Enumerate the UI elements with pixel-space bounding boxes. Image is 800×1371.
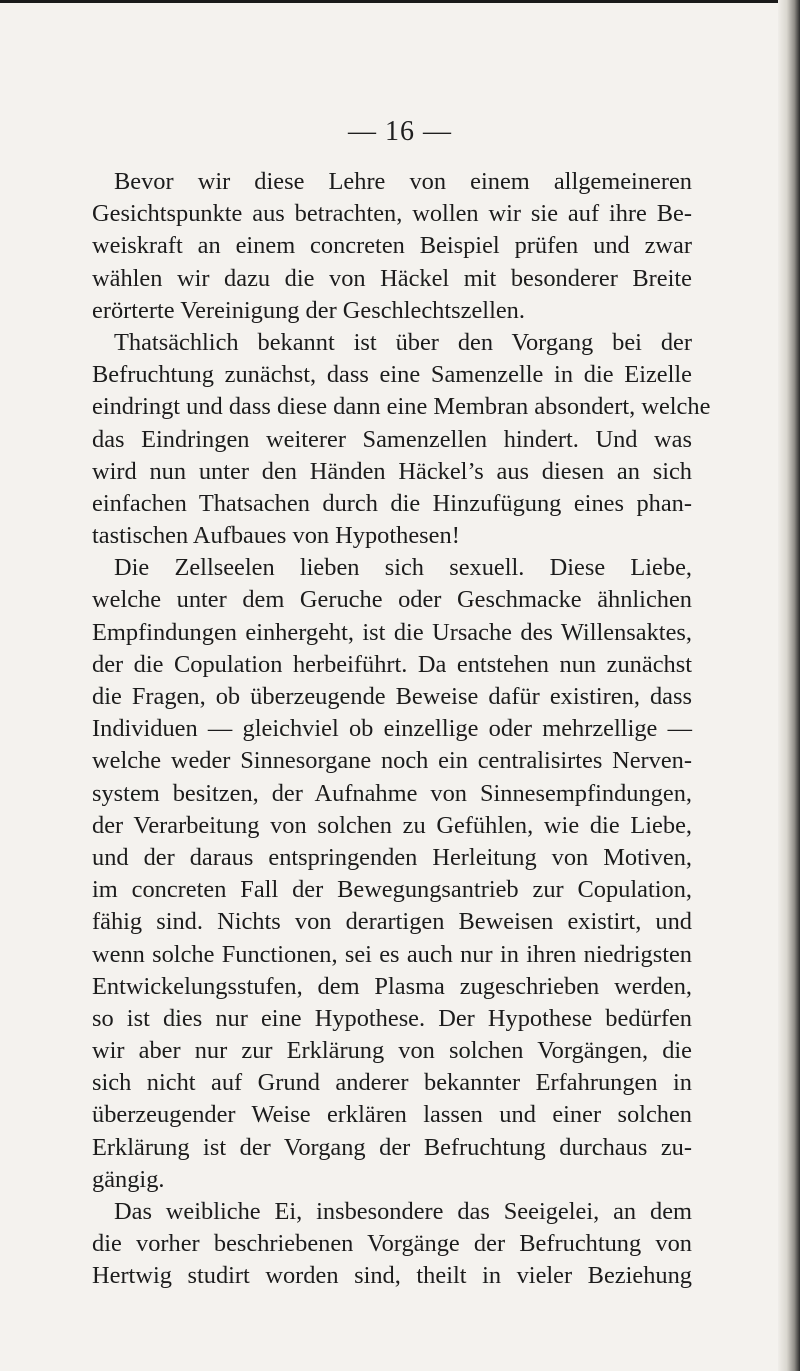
text-line: wir aber nur zur Erklärung von solchen Vorgängen, die [92, 1037, 692, 1065]
text-line: Das weibliche Ei, insbesondere das Seeigelei, an dem [114, 1198, 692, 1225]
text-line: wenn solche Functionen, sei es auch nur in ihren niedrigsten [92, 940, 692, 968]
text-line: erörterte Vereinigung der Geschlechtszellen. [92, 296, 525, 324]
text-line: Thatsächlich bekannt ist über den Vorgang bei der [114, 328, 692, 356]
text-line: Hertwig studirt worden sind, theilt in vieler Beziehung [92, 1262, 692, 1290]
text-line: einfachen Thatsachen durch die Hinzufügung eines phan- [92, 489, 692, 517]
paragraph [92, 1196, 692, 1293]
text-line: sich nicht auf Grund anderer bekannter Erfahrungen in [92, 1069, 692, 1097]
text-line: fähig sind. Nichts von derartigen Beweisen existirt, und [92, 908, 692, 936]
text-line: eindringt und dass diese dann eine Membran absondert, welche [92, 393, 711, 421]
text-line: der die Copulation herbeiführt. Da entstehen nun zunächst [92, 650, 692, 678]
text-line: Individuen — gleichviel ob einzellige oder mehrzellige — [92, 715, 692, 743]
text-line: welche weder Sinnesorgane noch ein centralisirtes Nerven- [92, 747, 692, 775]
text-line: weiskraft an einem concreten Beispiel prüfen und zwar [92, 232, 692, 260]
paragraph [92, 552, 692, 1196]
text-line: die Fragen, ob überzeugende Beweise dafür existiren, dass [92, 683, 692, 710]
text-line: system besitzen, der Aufnahme von Sinnesempfindungen, [92, 779, 692, 807]
text-line: Die Zellseelen lieben sich sexuell. Diese Liebe, [114, 554, 692, 582]
text-line: so ist dies nur eine Hypothese. Der Hypothese bedürfen [92, 1004, 692, 1032]
text-line: der Verarbeitung von solchen zu Gefühlen, wie die Liebe, [92, 811, 692, 839]
paragraph [92, 327, 711, 552]
text-line: Bevor wir diese Lehre von einem allgemeineren [114, 168, 692, 195]
text-line: wählen wir dazu die von Häckel mit besonderer Breite [92, 264, 692, 292]
text-line: im concreten Fall der Bewegungsantrieb zur Copulation, [92, 876, 692, 904]
text-line: welche unter dem Geruche oder Geschmacke ähnlichen [92, 586, 692, 614]
paragraph [92, 166, 692, 327]
page-number: — 16 — [348, 116, 452, 147]
text-line: wird nun unter den Händen Häckel’s aus diesen an sich [92, 457, 692, 485]
text-line: und der daraus entspringenden Herleitung von Motiven, [92, 843, 692, 871]
top-page-edge [0, 0, 800, 3]
text-line: überzeugender Weise erklären lassen und einer solchen [92, 1101, 692, 1129]
text-line: tastischen Aufbaues von Hypothesen! [92, 522, 460, 550]
body-text [92, 166, 711, 1293]
text-line: Entwickelungsstufen, dem Plasma zugeschrieben werden, [92, 972, 692, 1000]
text-line: Empfindungen einhergeht, ist die Ursache des Willensaktes, [92, 618, 692, 646]
text-line: die vorher beschriebenen Vorgänge der Befruchtung von [92, 1230, 692, 1258]
text-line: gängig. [92, 1165, 165, 1193]
right-page-edge-shadow [778, 0, 800, 1371]
text-line: Erklärung ist der Vorgang der Befruchtung durchaus zu- [92, 1133, 692, 1161]
text-line: Gesichtspunkte aus betrachten, wollen wir sie auf ihre Be- [92, 200, 692, 228]
text-line: Befruchtung zunächst, dass eine Samenzelle in die Eizelle [92, 361, 692, 389]
text-line: das Eindringen weiterer Samenzellen hindert. Und was [92, 425, 692, 453]
